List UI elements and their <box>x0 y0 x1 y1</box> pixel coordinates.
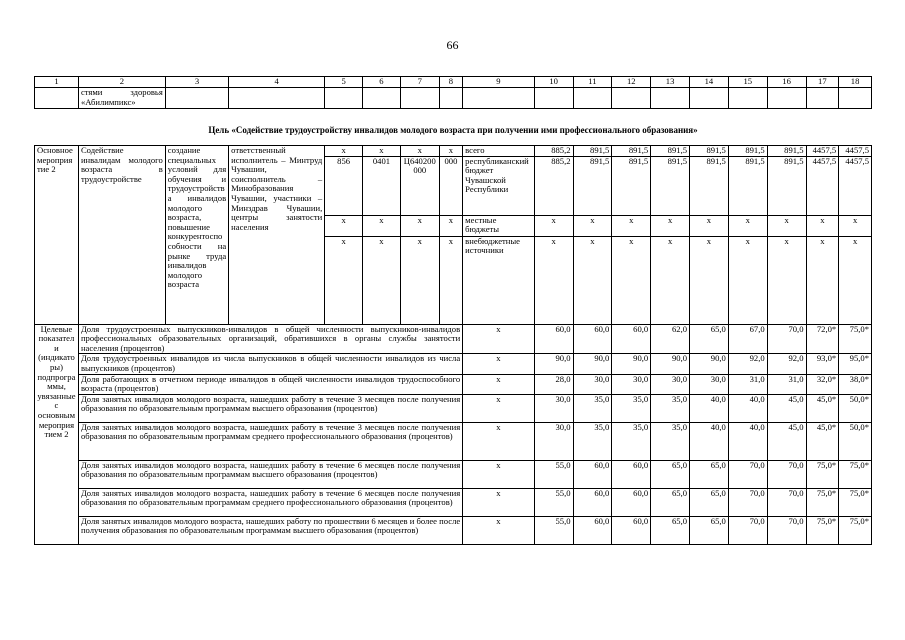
funding-value: х <box>728 236 767 324</box>
funding-value: 4457,5 <box>839 146 872 157</box>
header-col-2: 2 <box>78 77 165 88</box>
indicator-value: 60,0 <box>612 488 651 516</box>
funding-value: х <box>573 236 612 324</box>
budget-code: х <box>363 146 401 157</box>
event-name: Основное мероприятие 2 <box>35 146 79 325</box>
indicator-text: Доля трудоустроенных инвалидов из числа выпускников в общей численности инвалидов из числа выпускников (процентов) <box>78 354 462 374</box>
indicator-x: х <box>463 460 535 488</box>
indicator-value: 70,0 <box>767 516 806 544</box>
budget-code: Ц640200000 <box>400 156 439 215</box>
funding-value: 891,5 <box>573 146 612 157</box>
continued-text: стями здоровья «Абилимпикс» <box>78 88 165 109</box>
indicator-value: 40,0 <box>728 422 767 460</box>
indicator-value: 55,0 <box>534 516 573 544</box>
indicator-value: 60,0 <box>612 460 651 488</box>
indicator-value: 75,0* <box>806 460 839 488</box>
indicator-value: 65,0 <box>651 488 690 516</box>
header-col-4: 4 <box>229 77 325 88</box>
funding-value: 891,5 <box>728 146 767 157</box>
funding-value: х <box>612 236 651 324</box>
indicator-value: 70,0 <box>728 460 767 488</box>
indicator-row <box>35 394 872 422</box>
indicator-value: 67,0 <box>728 324 767 354</box>
indicator-value: 60,0 <box>573 516 612 544</box>
indicator-row <box>35 324 872 354</box>
indicator-value: 90,0 <box>690 354 729 374</box>
indicator-value: 65,0 <box>651 460 690 488</box>
header-col-9: 9 <box>463 77 535 88</box>
indicator-value: 90,0 <box>612 354 651 374</box>
indicator-value: 35,0 <box>612 394 651 422</box>
funding-value: 885,2 <box>534 146 573 157</box>
indicator-value: 75,0* <box>806 488 839 516</box>
indicator-value: 45,0 <box>767 422 806 460</box>
funding-value: х <box>690 215 729 236</box>
indicator-value: 35,0 <box>573 394 612 422</box>
indicator-value: 72,0* <box>806 324 839 354</box>
indicator-value: 90,0 <box>534 354 573 374</box>
budget-code: х <box>363 236 401 324</box>
indicator-value: 75,0* <box>839 460 872 488</box>
funding-value: х <box>690 236 729 324</box>
indicator-x: х <box>463 488 535 516</box>
funding-value: х <box>651 215 690 236</box>
indicator-value: 95,0* <box>839 354 872 374</box>
indicator-x: х <box>463 516 535 544</box>
indicator-text: Доля занятых инвалидов молодого возраста, нашедших работу в течение 3 месяцев после получения образования по образовательным программам высшего образования (процентов) <box>78 394 462 422</box>
indicator-value: 35,0 <box>573 422 612 460</box>
funding-value: 891,5 <box>690 156 729 215</box>
header-col-11: 11 <box>573 77 612 88</box>
indicator-value: 70,0 <box>767 460 806 488</box>
budget-code: х <box>439 236 463 324</box>
funding-value: 891,5 <box>767 146 806 157</box>
header-col-12: 12 <box>612 77 651 88</box>
indicator-row <box>35 354 872 374</box>
funding-value: 891,5 <box>612 156 651 215</box>
indicator-row <box>35 422 872 460</box>
header-col-5: 5 <box>325 77 363 88</box>
indicator-value: 30,0 <box>534 394 573 422</box>
funding-value: х <box>573 215 612 236</box>
funding-value: 4457,5 <box>806 146 839 157</box>
funding-value: 885,2 <box>534 156 573 215</box>
indicator-value: 65,0 <box>690 488 729 516</box>
funding-value: 891,5 <box>728 156 767 215</box>
indicator-value: 30,0 <box>573 374 612 394</box>
indicator-x: х <box>463 374 535 394</box>
indicator-row <box>35 488 872 516</box>
event-executor: ответственный исполнитель – Минтруд Чувашии, соисполнитель – Минобразования Чувашии, участники – Минздрав Чувашии, центры занятости населения <box>229 146 325 325</box>
funding-value: 4457,5 <box>806 156 839 215</box>
indicator-value: 65,0 <box>651 516 690 544</box>
header-row <box>35 77 872 88</box>
indicator-value: 60,0 <box>573 460 612 488</box>
budget-code: 856 <box>325 156 363 215</box>
indicator-x: х <box>463 324 535 354</box>
budget-code: х <box>325 236 363 324</box>
funding-value: х <box>651 236 690 324</box>
indicator-value: 90,0 <box>651 354 690 374</box>
budget-code: х <box>325 146 363 157</box>
indicator-value: 35,0 <box>651 394 690 422</box>
indicator-value: 62,0 <box>651 324 690 354</box>
indicator-x: х <box>463 354 535 374</box>
indicator-value: 60,0 <box>534 324 573 354</box>
indicator-value: 45,0* <box>806 422 839 460</box>
funding-source: местные бюджеты <box>463 215 535 236</box>
budget-code: х <box>400 215 439 236</box>
header-col-16: 16 <box>767 77 806 88</box>
header-col-3: 3 <box>165 77 228 88</box>
budget-code: х <box>439 146 463 157</box>
funding-value: х <box>728 215 767 236</box>
indicator-row <box>35 374 872 394</box>
indicator-value: 93,0* <box>806 354 839 374</box>
budget-code: х <box>439 215 463 236</box>
funding-source: внебюджетные источники <box>463 236 535 324</box>
indicator-value: 30,0 <box>690 374 729 394</box>
indicator-value: 55,0 <box>534 488 573 516</box>
indicator-value: 60,0 <box>573 324 612 354</box>
indicator-value: 65,0 <box>690 460 729 488</box>
indicator-value: 31,0 <box>767 374 806 394</box>
indicator-x: х <box>463 394 535 422</box>
funding-source: республиканский бюджет Чувашской Республики <box>463 156 535 215</box>
indicator-value: 55,0 <box>534 460 573 488</box>
continued-row <box>35 88 872 109</box>
event-creation: создание специальных условий для обучения и трудоустройства инвалидов молодого возраста, повышение конкурентоспособности на рынке труда инвалидов молодого возраста <box>165 146 228 325</box>
header-col-7: 7 <box>400 77 439 88</box>
indicator-value: 75,0* <box>839 324 872 354</box>
indicator-value: 30,0 <box>651 374 690 394</box>
funding-value: х <box>767 236 806 324</box>
funding-value: 891,5 <box>651 156 690 215</box>
indicator-value: 70,0 <box>767 324 806 354</box>
indicator-value: 40,0 <box>690 422 729 460</box>
indicator-value: 28,0 <box>534 374 573 394</box>
page-number: 66 <box>446 38 459 52</box>
funding-value: х <box>806 236 839 324</box>
funding-value: 891,5 <box>651 146 690 157</box>
budget-code: х <box>325 215 363 236</box>
funding-value: х <box>534 215 573 236</box>
indicator-value: 75,0* <box>839 488 872 516</box>
funding-value: 891,5 <box>690 146 729 157</box>
indicator-value: 65,0 <box>690 516 729 544</box>
indicator-text: Доля трудоустроенных выпускников-инвалидов в общей численности выпускников-инвалидов профессиональных образовательных организаций, обратившихся в органы службы занятости населения (процентов) <box>78 324 462 354</box>
indicator-value: 90,0 <box>573 354 612 374</box>
indicator-x: х <box>463 422 535 460</box>
funding-value: х <box>806 215 839 236</box>
indicator-text: Доля занятых инвалидов молодого возраста, нашедших работу в течение 6 месяцев после получения образования по образовательным программам среднего профессионального образования (процентов) <box>78 488 462 516</box>
indicator-text: Доля занятых инвалидов молодого возраста, нашедших работу в течение 6 месяцев после получения образования по образовательным программам высшего образования (процентов) <box>78 460 462 488</box>
funding-source: всего <box>463 146 535 157</box>
indicator-value: 75,0* <box>806 516 839 544</box>
indicator-value: 60,0 <box>573 488 612 516</box>
indicator-row <box>35 460 872 488</box>
indicator-row <box>35 516 872 544</box>
funding-value: х <box>839 236 872 324</box>
indicator-value: 70,0 <box>728 516 767 544</box>
budget-code: 000 <box>439 156 463 215</box>
event-description: Содействие инвалидам молодого возраста в трудоустройстве <box>78 146 165 325</box>
funding-value: 891,5 <box>573 156 612 215</box>
indicator-value: 75,0* <box>839 516 872 544</box>
budget-code: х <box>400 146 439 157</box>
funding-value: 891,5 <box>612 146 651 157</box>
main-table <box>34 145 872 545</box>
indicator-text: Доля занятых инвалидов молодого возраста, нашедших работу по прошествии 6 месяцев и более после получения образования по образовательным программам высшего образования (процентов) <box>78 516 462 544</box>
budget-code: 0401 <box>363 156 401 215</box>
indicator-value: 35,0 <box>651 422 690 460</box>
indicator-value: 60,0 <box>612 324 651 354</box>
header-col-6: 6 <box>363 77 401 88</box>
targets-label: Целевые показатели (индикаторы) подпрограммы, увязанные с основным мероприятием 2 <box>35 324 79 544</box>
indicator-value: 32,0* <box>806 374 839 394</box>
header-col-17: 17 <box>806 77 839 88</box>
header-col-14: 14 <box>690 77 729 88</box>
indicator-value: 45,0 <box>767 394 806 422</box>
continued-table <box>34 76 872 109</box>
funding-row <box>35 146 872 157</box>
funding-value: х <box>767 215 806 236</box>
indicator-value: 30,0 <box>534 422 573 460</box>
header-col-8: 8 <box>439 77 463 88</box>
budget-code: х <box>363 215 401 236</box>
indicator-value: 70,0 <box>767 488 806 516</box>
header-col-10: 10 <box>534 77 573 88</box>
indicator-value: 50,0* <box>839 394 872 422</box>
indicator-value: 40,0 <box>690 394 729 422</box>
funding-value: х <box>612 215 651 236</box>
indicator-value: 40,0 <box>728 394 767 422</box>
indicator-value: 31,0 <box>728 374 767 394</box>
funding-value: 4457,5 <box>839 156 872 215</box>
header-col-1: 1 <box>35 77 79 88</box>
indicator-value: 35,0 <box>612 422 651 460</box>
header-col-18: 18 <box>839 77 872 88</box>
indicator-value: 70,0 <box>728 488 767 516</box>
funding-value: х <box>534 236 573 324</box>
budget-code: х <box>400 236 439 324</box>
indicator-text: Доля занятых инвалидов молодого возраста, нашедших работу в течение 3 месяцев после получения образования по образовательным программам среднего профессионального образования (процентов) <box>78 422 462 460</box>
indicator-value: 92,0 <box>767 354 806 374</box>
indicator-value: 30,0 <box>612 374 651 394</box>
indicator-value: 38,0* <box>839 374 872 394</box>
indicator-value: 50,0* <box>839 422 872 460</box>
funding-value: х <box>839 215 872 236</box>
header-col-13: 13 <box>651 77 690 88</box>
indicator-value: 45,0* <box>806 394 839 422</box>
indicator-value: 65,0 <box>690 324 729 354</box>
indicator-value: 92,0 <box>728 354 767 374</box>
indicator-value: 60,0 <box>612 516 651 544</box>
header-col-15: 15 <box>728 77 767 88</box>
goal-title: Цель «Содействие трудоустройству инвалидов молодого возраста при получении ими профессионального образования» <box>208 125 698 135</box>
funding-value: 891,5 <box>767 156 806 215</box>
indicator-text: Доля работающих в отчетном периоде инвалидов в общей численности инвалидов трудоспособного возраста (процентов) <box>78 374 462 394</box>
